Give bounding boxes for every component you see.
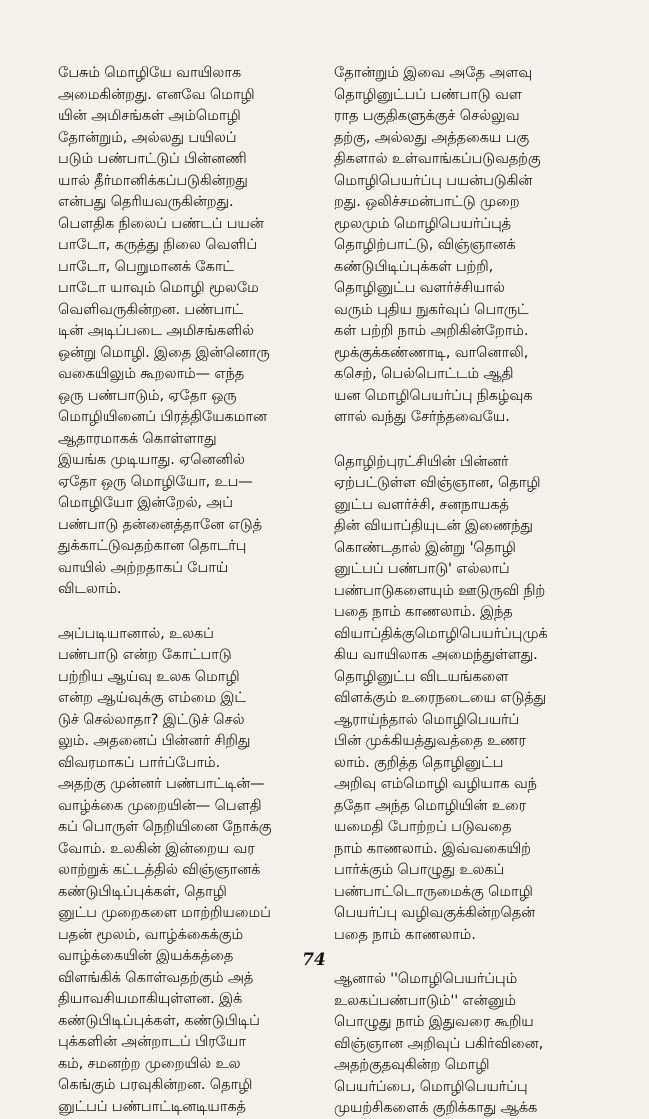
text-line: மொழியோ இன்றேல், அப் — [58, 494, 233, 511]
paragraph — [58, 623, 326, 1118]
text-line: தொழினுட்ப வளர்ச்சியால் — [334, 279, 505, 296]
text-line: கண்டுபிடிப்புக்கள், தொழி — [58, 882, 227, 900]
text-line: முயற்சிகளைக் குறிக்காது ஆக்க — [334, 1099, 538, 1116]
text-line: தொழிற்பாட்டு, விஞ்ஞானக் — [334, 236, 516, 253]
right-column — [334, 62, 604, 1119]
text-line: விடலாம். — [58, 580, 122, 597]
text-line: இயங்க முடியாது. ஏனெனில் — [58, 451, 245, 468]
text-line: கிய வாயிலாக அமைந்துள்ளது. — [334, 646, 538, 663]
text-line: உலகப்பண்பாடும்'' என்னும் — [334, 991, 516, 1009]
text-line: ஆதாரமாகக் கொள்ளாது — [58, 429, 217, 447]
text-line: டுச் செல்லாதா? இட்டுச் செல் — [58, 710, 245, 728]
text-line: அதற்கு முன்னர் பண்பாட்டின்— — [58, 775, 265, 792]
text-line: பெயர்ப்பு வழிவகுக்கின்றதென் — [334, 904, 536, 921]
paragraph-gap — [334, 428, 604, 451]
text-line: ததோ அந்த மொழியின் உரை — [334, 796, 527, 814]
text-line: கெங்கும் பரவுகின்றன. தொழி — [58, 1076, 253, 1093]
text-line: பற்றிய ஆய்வு உலக மொழி — [58, 667, 240, 685]
text-line: விஞ்ஞான அறிவுப் பகிர்வினை, — [334, 1034, 544, 1052]
text-line: தொழினுட்ப விடயங்களை — [334, 667, 509, 685]
text-line: லாற்றுக் கட்டத்தில் விஞ்ஞானக் — [58, 861, 261, 878]
text-line: கள் பற்றி நாம் அறிகின்றோம். — [334, 322, 529, 339]
text-line: மொழிபெயர்ப்பு பயன்படுகின் — [334, 171, 533, 189]
text-line: தற்கு, அல்லது அத்தகைய பகு — [334, 128, 530, 146]
text-line: பொழுது நாம் இதுவரை கூறிய — [334, 1013, 534, 1030]
paragraph-gap — [58, 600, 326, 623]
text-line: தின் வியாப்தியுடன் இணைந்து — [334, 517, 533, 534]
text-line: அப்படியானால், உலகப் — [58, 624, 214, 642]
text-line: பின் முக்கியத்துவத்தை உணர — [334, 732, 526, 749]
text-line: ஆனால் ''மொழிபெயர்ப்பும் — [334, 970, 518, 987]
text-line: பௌதிக நிலைப் பண்டப் பயன் — [58, 214, 264, 232]
text-line: பேசும் மொழியே வாயிலாக — [58, 64, 241, 81]
text-line: பாடோ, கருத்து நிலை வெளிப் — [58, 236, 257, 253]
text-line: படும் பண்பாட்டுப் பின்னணி — [58, 150, 247, 167]
text-line: ளால் வந்து சேர்ந்தவையே. — [334, 408, 510, 425]
text-line: வரும் புதிய நுகர்வுப் பொருட் — [334, 300, 529, 318]
text-line: தோன்றும் இவை அதே அளவு — [334, 64, 533, 81]
text-line: டின் அடிப்படை அமிசங்களில் — [58, 322, 254, 339]
text-line: மொழியினைப் பிரத்தியேகமான — [58, 408, 267, 425]
text-line: ஒன்று மொழி. இதை இன்னொரு — [58, 343, 270, 361]
text-line: யமைதி போற்றப் படுவதை — [334, 818, 512, 835]
text-line: ஆராய்ந்தால் மொழிபெயர்ப் — [334, 710, 520, 728]
text-line: ஏதோ ஒரு மொழியோ, உப— — [58, 472, 253, 490]
text-line: அமைகின்றது. எனவே மொழி — [58, 85, 255, 103]
text-line: தோன்றும், அல்லது பயிலப் — [58, 128, 237, 146]
text-line: தொழிற்புரட்சியின் பின்னர் — [334, 452, 509, 470]
text-line: பண்பாட்டொருமைக்கு மொழி — [334, 882, 533, 900]
paragraph-gap — [334, 945, 604, 968]
paragraph — [334, 968, 604, 1119]
paragraph — [334, 451, 604, 946]
text-line: ஏற்பட்டுள்ள விஞ்ஞான, தொழி — [334, 474, 541, 491]
text-line: பாடோ, பெறுமானக் கோட் — [58, 257, 234, 275]
text-line: பண்பாடு என்ற கோட்பாடு — [58, 646, 232, 663]
text-line: என்பது தெரியவருகின்றது. — [58, 193, 234, 210]
text-line: கம், சமனற்ற முறையில் உல — [58, 1054, 241, 1072]
text-line: வாழ்க்கை முறையின்— பௌதி — [58, 796, 262, 814]
text-line: விளக்கும் உரைநடையை எடுத்து — [334, 689, 547, 706]
text-line: றது. ஒலிச்சமன்பாட்டு முறை — [334, 193, 520, 210]
text-line: வாழ்க்கையின் இயக்கத்தை — [58, 947, 234, 964]
text-line: கண்டுபிடிப்புக்கள் பற்றி, — [334, 257, 494, 275]
text-line: என்ற ஆய்வுக்கு எம்மை இட் — [58, 689, 246, 706]
text-line: லும். அதனைப் பின்னர் சிறிது — [58, 732, 251, 749]
text-line: கொண்டதால் இன்று 'தொழி — [334, 538, 516, 556]
text-line: னுட்பப் பண்பாட்டினடியாகத் — [58, 1097, 246, 1115]
text-line: லாம். குறித்த தொழினுட்ப — [334, 753, 504, 771]
text-line: வெளிவருகின்றன. பண்பாட் — [58, 300, 244, 318]
text-line: பெயர்ப்பை, மொழிபெயர்ப்பு — [334, 1077, 528, 1095]
text-line: கப் பொருள் நெறியினை நோக்கு — [58, 818, 272, 835]
text-line: கசெற், பெல்பொட்டம் ஆதி — [334, 365, 514, 382]
text-line: மூலமும் மொழிபெயர்ப்புத் — [334, 214, 511, 232]
paragraph — [334, 62, 604, 428]
text-line: பதை நாம் காணலாம். — [334, 925, 476, 943]
text-line: வகையிலும் கூறலாம்— எந்த — [58, 365, 245, 382]
text-line: னுட்ப வளர்ச்சி, சனநாயகத் — [334, 495, 509, 513]
text-line: பதன் மூலம், வாழ்க்கைக்கும் — [58, 925, 244, 943]
text-line: விளங்கிக் கொள்வதற்கும் அத் — [58, 968, 254, 986]
left-column — [58, 62, 326, 1117]
text-line: பாடோ யாவும் மொழி மூலமே — [58, 279, 259, 296]
text-line: பதை நாம் காணலாம். இந்த — [334, 603, 513, 620]
text-line: பண்பாடு தன்னைத்தானே எடுத் — [58, 515, 262, 533]
text-line: வியாப்திக்குமொழிபெயர்ப்புமுக் — [334, 624, 548, 642]
text-line: பண்பாடுகளையும் ஊடுருவி நிற் — [334, 581, 546, 599]
text-line: யின் அமிசங்கள் அம்மொழி — [58, 107, 241, 124]
text-line: தொழினுட்பப் பண்பாடு வள — [334, 85, 522, 103]
text-line: வாயில் அற்றதாகப் போய் — [58, 558, 229, 576]
text-line: ராத பகுதிகளுக்குச் செல்லுவ — [334, 107, 520, 124]
text-line: புக்களின் அன்றாடப் பிரயோ — [58, 1033, 246, 1050]
text-line: னுட்பப் பண்பாடு' எல்லாப் — [334, 560, 510, 577]
text-line: யால் தீர்மானிக்கப்படுகின்றது — [58, 171, 248, 189]
text-line: ஒரு பண்பாடும், ஏதோ ஒரு — [58, 386, 237, 404]
text-line: யன மொழிபெயர்ப்பு நிகழ்வுக — [334, 386, 533, 404]
text-line: நாம் காணலாம். இவ்வகையிற் — [334, 839, 531, 857]
text-line: விவரமாகப் பார்ப்போம். — [58, 753, 220, 771]
paragraph — [58, 62, 326, 600]
text-line: துக்காட்டுவதற்கான தொடர்பு — [58, 537, 247, 554]
text-line: னுட்ப முறைகளை மாற்றியமைப் — [58, 904, 271, 921]
text-line: வோம். உலகின் இன்றைய வர — [58, 839, 255, 857]
text-line: அதற்குதவுகின்ற மொழி — [334, 1056, 490, 1073]
text-line: மூக்குக்கண்ணாடி, வானொலி, — [334, 343, 529, 361]
page-number: 74 — [302, 950, 326, 970]
text-line: பார்க்கும் பொழுது உலகப் — [334, 861, 505, 878]
text-line: அறிவு எம்மொழி வழியாக வந் — [334, 775, 537, 792]
text-line: தியாவசியமாகியுள்ளன. இக் — [58, 990, 243, 1007]
text-line: திகளால் உள்வாங்கப்படுவதற்கு — [334, 150, 541, 167]
text-line: கண்டுபிடிப்புக்கள், கண்டுபிடிப் — [58, 1011, 260, 1029]
